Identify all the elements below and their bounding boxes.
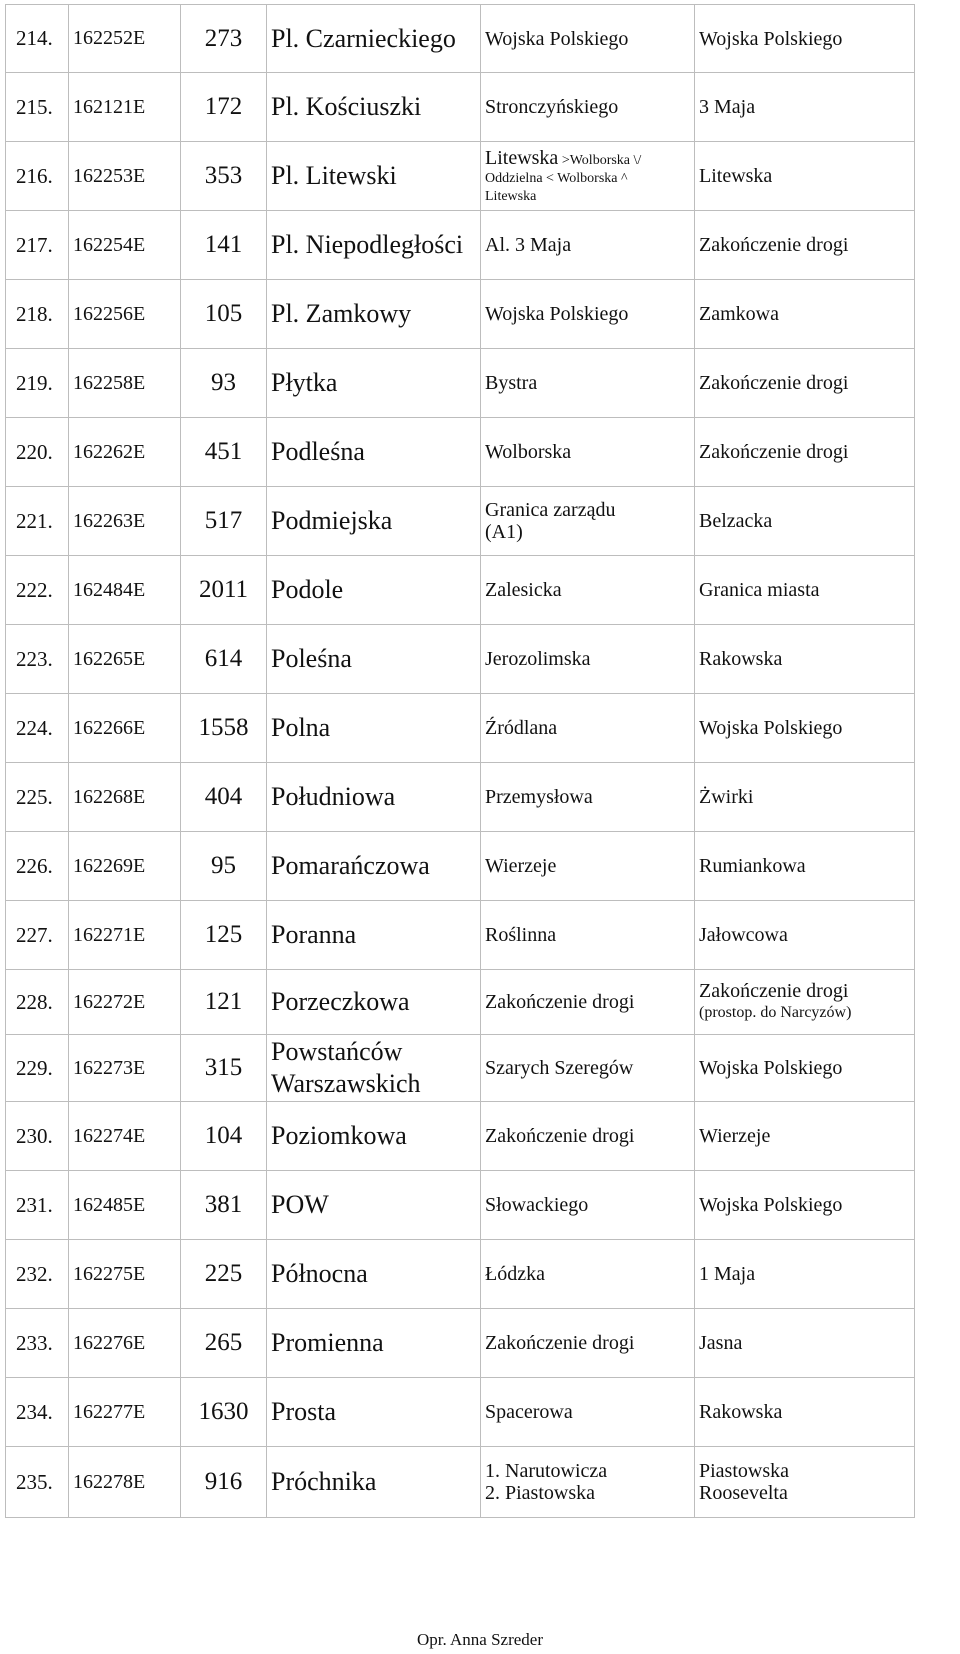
street-name: Podole	[267, 556, 481, 625]
road-length: 2011	[181, 556, 267, 625]
to-street	[695, 487, 915, 556]
table-row	[6, 142, 915, 211]
street-name: Pl. Zamkowy	[267, 280, 481, 349]
street-name: Próchnika	[267, 1447, 481, 1518]
from-street	[481, 625, 695, 694]
road-id: 162262E	[69, 418, 181, 487]
table-row	[6, 1171, 915, 1240]
street-name: Północna	[267, 1240, 481, 1309]
from-street-line: Zakończenie drogi	[485, 1125, 635, 1147]
to-street	[695, 694, 915, 763]
row-number: 218.	[6, 280, 69, 349]
road-id: 162258E	[69, 349, 181, 418]
to-street-line: Zakończenie drogi	[699, 441, 849, 463]
to-street	[695, 625, 915, 694]
street-name: Podmiejska	[267, 487, 481, 556]
from-street-detail: >Wolborska \/	[558, 152, 642, 168]
street-name: Poranna	[267, 901, 481, 970]
to-street	[695, 1309, 915, 1378]
table-row	[6, 349, 915, 418]
to-street	[695, 1171, 915, 1240]
road-length: 265	[181, 1309, 267, 1378]
to-street-line: Zamkowa	[699, 303, 779, 325]
road-id: 162485E	[69, 1171, 181, 1240]
row-number: 235.	[6, 1447, 69, 1518]
street-name: Podleśna	[267, 418, 481, 487]
road-id: 162275E	[69, 1240, 181, 1309]
road-length: 273	[181, 5, 267, 73]
streets-table	[5, 4, 915, 1518]
to-street	[695, 1240, 915, 1309]
row-number: 227.	[6, 901, 69, 970]
table-row	[6, 5, 915, 73]
road-length: 125	[181, 901, 267, 970]
road-length: 93	[181, 349, 267, 418]
road-id: 162272E	[69, 970, 181, 1035]
to-street-line: Wojska Polskiego	[699, 27, 843, 50]
from-street-line: Zakończenie drogi	[485, 991, 635, 1013]
streets-table-body	[6, 5, 915, 1518]
table-row	[6, 418, 915, 487]
street-name: Porzeczkowa	[267, 970, 481, 1035]
to-street-line: Litewska	[699, 165, 773, 187]
from-street-line: Jerozolimska	[485, 648, 591, 670]
from-street-line: Wolborska	[485, 441, 572, 463]
table-row	[6, 1240, 915, 1309]
road-id: 162256E	[69, 280, 181, 349]
from-street-line: Słowackiego	[485, 1194, 589, 1216]
table-row	[6, 1309, 915, 1378]
road-length: 121	[181, 970, 267, 1035]
to-street-line: Zakończenie drogi	[699, 372, 849, 394]
road-length: 315	[181, 1035, 267, 1102]
from-street	[481, 1447, 695, 1518]
road-length: 517	[181, 487, 267, 556]
from-street-line: Źródlana	[485, 717, 558, 739]
row-number: 228.	[6, 970, 69, 1035]
row-number: 232.	[6, 1240, 69, 1309]
from-street-line: 1. Narutowicza	[485, 1460, 608, 1482]
row-number: 223.	[6, 625, 69, 694]
road-length: 95	[181, 832, 267, 901]
row-number: 231.	[6, 1171, 69, 1240]
table-row	[6, 970, 915, 1035]
to-street	[695, 1102, 915, 1171]
row-number: 224.	[6, 694, 69, 763]
from-street-line: Granica zarządu	[485, 499, 616, 521]
row-number: 222.	[6, 556, 69, 625]
row-number: 220.	[6, 418, 69, 487]
road-length: 353	[181, 142, 267, 211]
road-length: 1630	[181, 1378, 267, 1447]
from-street	[481, 1035, 695, 1102]
from-street	[481, 832, 695, 901]
row-number: 234.	[6, 1378, 69, 1447]
to-street	[695, 73, 915, 142]
to-street-line: Granica miasta	[699, 579, 820, 601]
to-street-line: Rakowska	[699, 1401, 783, 1423]
from-street-line: Łódzka	[485, 1263, 545, 1285]
row-number: 215.	[6, 73, 69, 142]
street-name: Poziomkowa	[267, 1102, 481, 1171]
table-row	[6, 487, 915, 556]
table-row	[6, 832, 915, 901]
from-street	[481, 556, 695, 625]
from-street-line: Spacerowa	[485, 1401, 573, 1423]
from-street	[481, 1102, 695, 1171]
road-id: 162268E	[69, 763, 181, 832]
footer-author: Opr. Anna Szreder	[416, 1630, 544, 1649]
from-street-line: Bystra	[485, 372, 538, 394]
from-street	[481, 1171, 695, 1240]
table-row	[6, 73, 915, 142]
from-street-line: Przemysłowa	[485, 786, 593, 808]
table-row	[6, 694, 915, 763]
to-street	[695, 901, 915, 970]
road-length: 614	[181, 625, 267, 694]
from-street	[481, 487, 695, 556]
road-length: 404	[181, 763, 267, 832]
row-number: 229.	[6, 1035, 69, 1102]
table-row	[6, 1378, 915, 1447]
from-street	[481, 73, 695, 142]
street-name: Pomarańczowa	[267, 832, 481, 901]
table-row	[6, 625, 915, 694]
to-street	[695, 418, 915, 487]
road-id: 162253E	[69, 142, 181, 211]
table-row	[6, 211, 915, 280]
row-number: 226.	[6, 832, 69, 901]
to-street	[695, 1378, 915, 1447]
road-id: 162271E	[69, 901, 181, 970]
to-street	[695, 142, 915, 211]
street-name: Południowa	[267, 763, 481, 832]
from-street	[481, 1240, 695, 1309]
to-street-line: Jałowcowa	[699, 924, 788, 946]
road-length: 451	[181, 418, 267, 487]
from-street	[481, 5, 695, 73]
to-street-line: Rakowska	[699, 648, 783, 670]
row-number: 214.	[6, 5, 69, 73]
street-name: Płytka	[267, 349, 481, 418]
to-street-line: Jasna	[699, 1332, 743, 1354]
from-street-line: Wojska Polskiego	[485, 27, 629, 50]
road-length: 172	[181, 73, 267, 142]
to-street-line: Belzacka	[699, 510, 773, 532]
road-id: 162269E	[69, 832, 181, 901]
to-street-note: (prostop. do Narcyzów)	[699, 1004, 852, 1021]
to-street	[695, 556, 915, 625]
to-street-line: Wojska Polskiego	[699, 717, 843, 739]
row-number: 219.	[6, 349, 69, 418]
to-street-line: Piastowska	[699, 1460, 789, 1482]
from-street-line: Wojska Polskiego	[485, 303, 629, 325]
road-length: 105	[181, 280, 267, 349]
row-number: 217.	[6, 211, 69, 280]
to-street	[695, 5, 915, 73]
table-row	[6, 763, 915, 832]
to-street-line: Wojska Polskiego	[699, 1194, 843, 1216]
table-row	[6, 1035, 915, 1102]
from-street	[481, 142, 695, 211]
road-id: 162274E	[69, 1102, 181, 1171]
to-street-line: Zakończenie drogi	[699, 980, 849, 1002]
row-number: 225.	[6, 763, 69, 832]
from-street-line: Wierzeje	[485, 855, 557, 877]
street-name: Powstańców Warszawskich	[267, 1035, 481, 1102]
to-street-line: Wojska Polskiego	[699, 1057, 843, 1079]
street-name: Promienna	[267, 1309, 481, 1378]
from-street	[481, 970, 695, 1035]
street-name: Prosta	[267, 1378, 481, 1447]
from-street	[481, 280, 695, 349]
to-street-line: Żwirki	[699, 786, 754, 808]
to-street-line: Zakończenie drogi	[699, 234, 849, 256]
road-id: 162278E	[69, 1447, 181, 1518]
to-street-line: 3 Maja	[699, 96, 756, 118]
road-id: 162252E	[69, 5, 181, 73]
road-id: 162265E	[69, 625, 181, 694]
to-street	[695, 970, 915, 1035]
from-street-line: Szarych Szeregów	[485, 1057, 634, 1079]
from-street	[481, 211, 695, 280]
to-street-line: 1 Maja	[699, 1263, 756, 1285]
to-street	[695, 211, 915, 280]
to-street	[695, 763, 915, 832]
from-street	[481, 901, 695, 970]
table-row	[6, 1447, 915, 1518]
from-street	[481, 1378, 695, 1447]
road-id: 162484E	[69, 556, 181, 625]
from-street-line: Stronczyńskiego	[485, 96, 619, 118]
street-name: Pl. Litewski	[267, 142, 481, 211]
from-street	[481, 763, 695, 832]
to-street	[695, 349, 915, 418]
to-street-line: Wierzeje	[699, 1125, 771, 1147]
from-street-line: (A1)	[485, 521, 523, 543]
street-name: Pl. Niepodległości	[267, 211, 481, 280]
from-street	[481, 418, 695, 487]
street-name: Pl. Kościuszki	[267, 73, 481, 142]
table-row	[6, 556, 915, 625]
street-name: Polna	[267, 694, 481, 763]
to-street-line: Rumiankowa	[699, 855, 806, 877]
to-street	[695, 1447, 915, 1518]
road-length: 104	[181, 1102, 267, 1171]
road-length: 141	[181, 211, 267, 280]
from-street	[481, 694, 695, 763]
from-street	[481, 1309, 695, 1378]
road-id: 162121E	[69, 73, 181, 142]
row-number: 216.	[6, 142, 69, 211]
from-street	[481, 349, 695, 418]
from-street-line: 2. Piastowska	[485, 1482, 595, 1504]
road-id: 162277E	[69, 1378, 181, 1447]
street-name: POW	[267, 1171, 481, 1240]
from-street-line: Zalesicka	[485, 579, 562, 601]
from-street-line: Zakończenie drogi	[485, 1332, 635, 1354]
road-length: 225	[181, 1240, 267, 1309]
table-row	[6, 280, 915, 349]
road-id: 162266E	[69, 694, 181, 763]
from-street-detail: Litewska	[485, 188, 537, 204]
row-number: 230.	[6, 1102, 69, 1171]
from-street-main: Litewska	[485, 146, 559, 169]
to-street	[695, 832, 915, 901]
from-street-detail: Oddzielna < Wolborska ^	[485, 170, 628, 186]
to-street	[695, 1035, 915, 1102]
to-street-line: Roosevelta	[699, 1482, 788, 1504]
road-length: 916	[181, 1447, 267, 1518]
table-row	[6, 1102, 915, 1171]
street-name: Pl. Czarnieckiego	[267, 5, 481, 73]
from-street-line: Roślinna	[485, 924, 557, 946]
street-name: Poleśna	[267, 625, 481, 694]
road-length: 1558	[181, 694, 267, 763]
from-street-line: Al. 3 Maja	[485, 234, 572, 256]
road-id: 162263E	[69, 487, 181, 556]
row-number: 221.	[6, 487, 69, 556]
road-id: 162276E	[69, 1309, 181, 1378]
table-row	[6, 901, 915, 970]
to-street	[695, 280, 915, 349]
road-id: 162254E	[69, 211, 181, 280]
road-id: 162273E	[69, 1035, 181, 1102]
row-number: 233.	[6, 1309, 69, 1378]
road-length: 381	[181, 1171, 267, 1240]
